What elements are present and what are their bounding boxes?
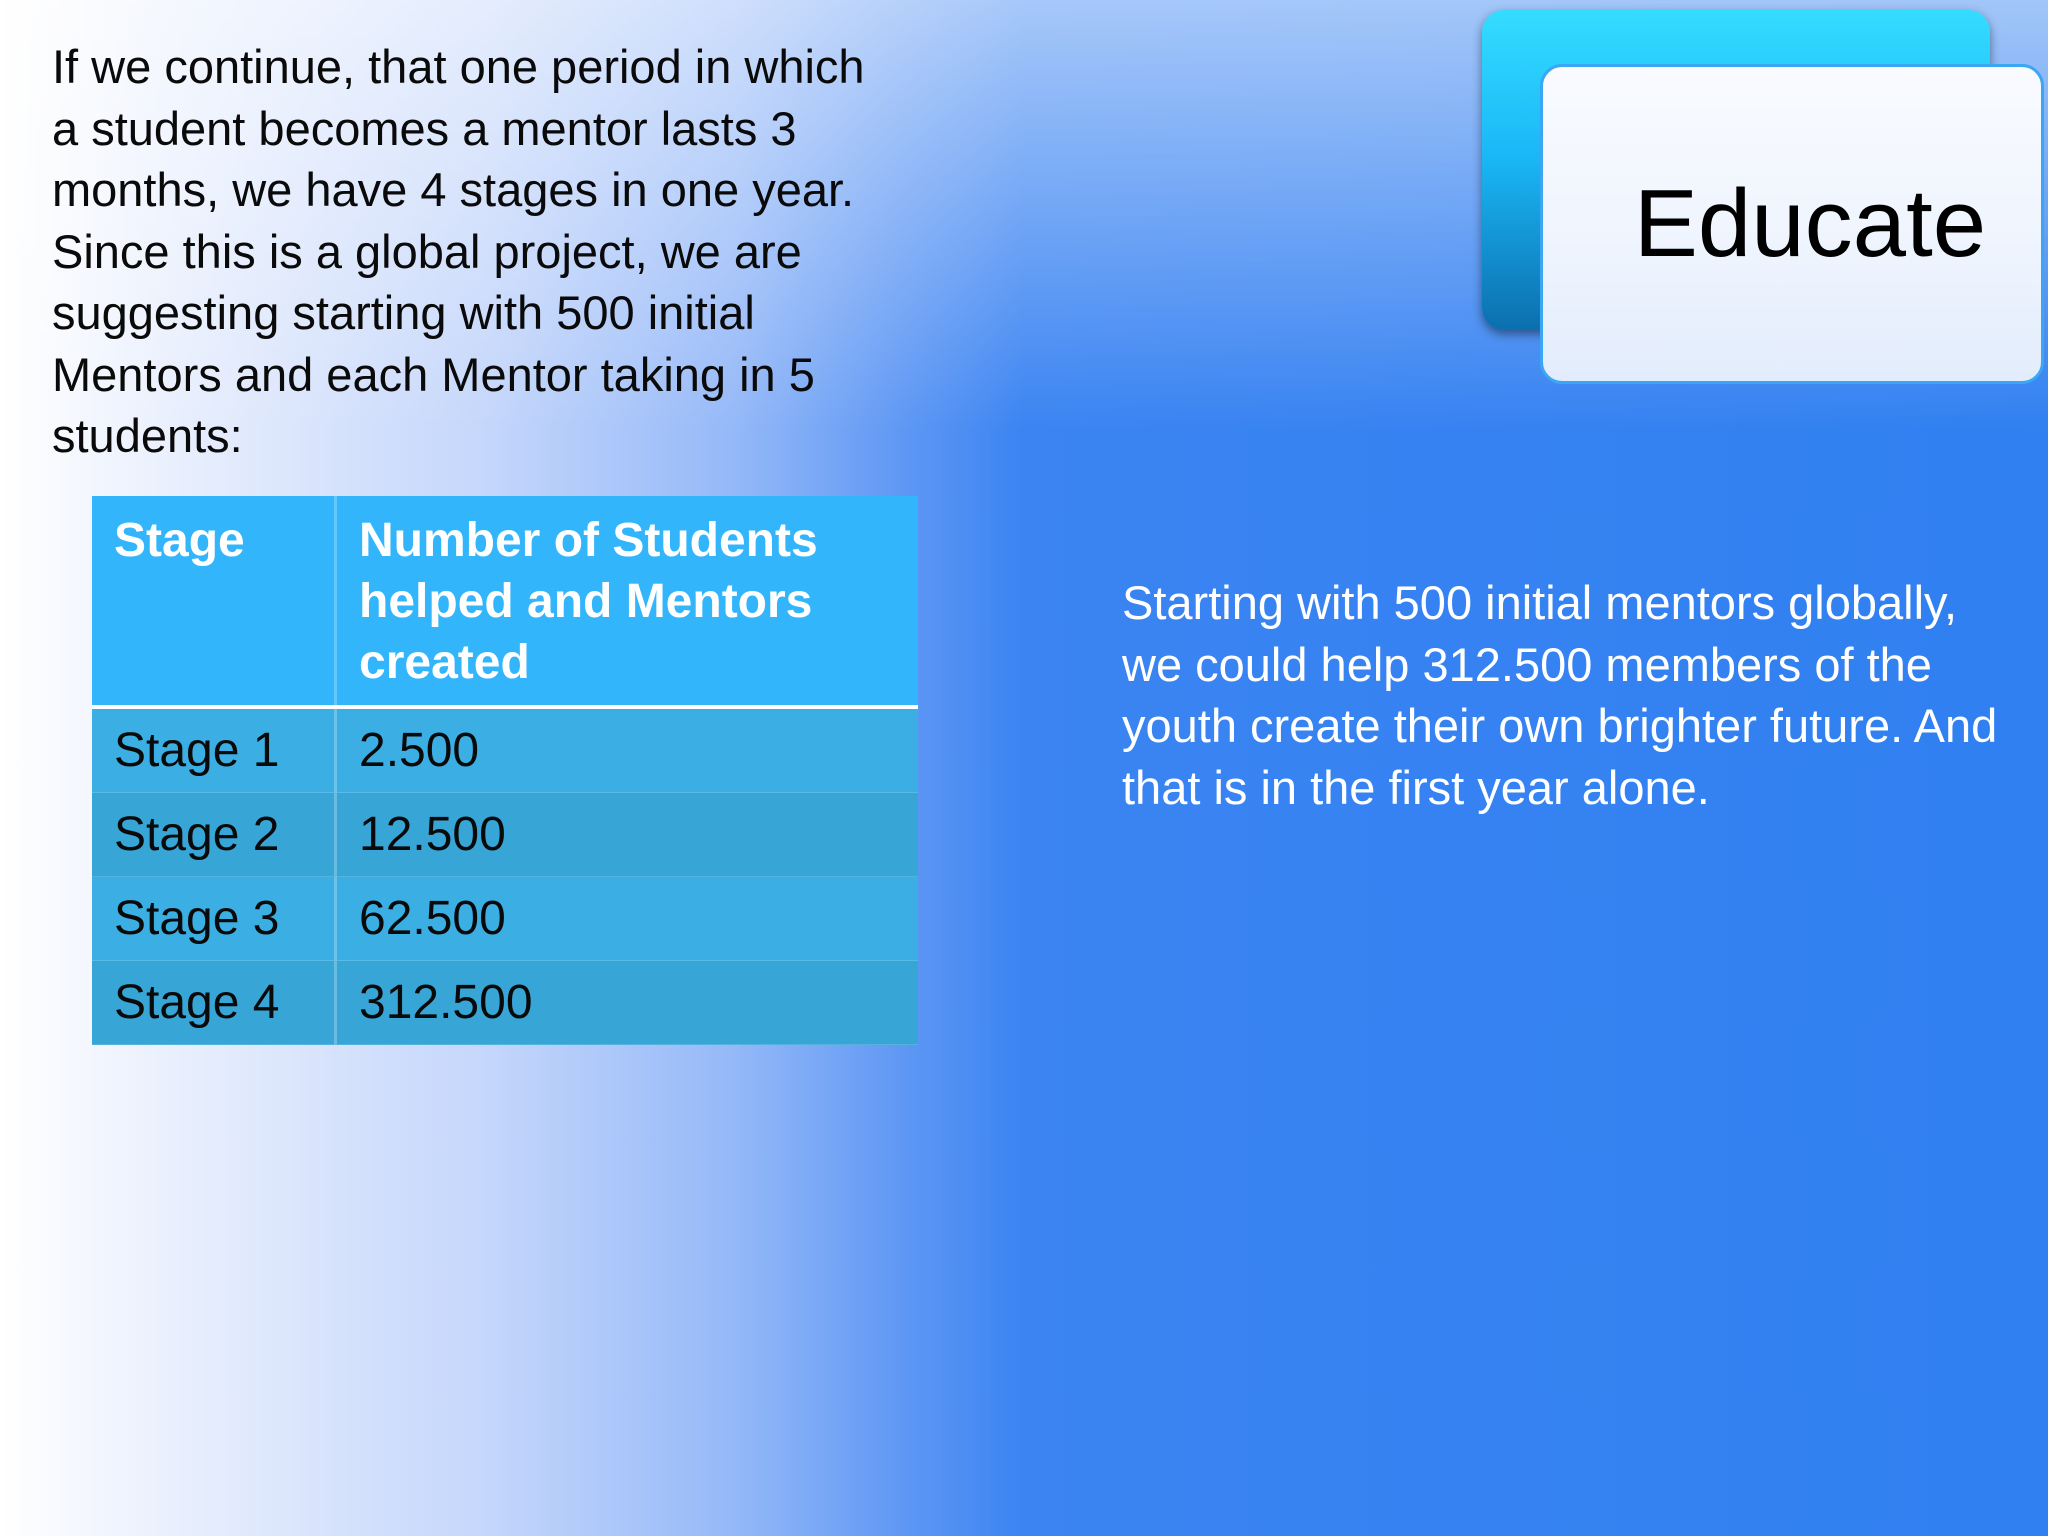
stage-cell: Stage 3	[92, 877, 336, 961]
table-row	[92, 877, 918, 961]
header-stage: Stage	[92, 496, 336, 707]
stage-cell: Stage 2	[92, 793, 336, 877]
table-row	[92, 707, 918, 793]
count-cell: 62.500	[336, 877, 919, 961]
intro-paragraph: If we continue, that one period in which a student becomes a mentor lasts 3 months, we have 4 stages in one year. Since this is a global project, we are suggesting starting with 500 initial Mentors and each Mentor taking in 5 students:	[52, 40, 865, 462]
count-cell: 12.500	[336, 793, 919, 877]
count-cell: 312.500	[336, 961, 919, 1045]
table-row	[92, 793, 918, 877]
stage-cell: Stage 4	[92, 961, 336, 1045]
stages-table	[92, 496, 918, 1045]
table-row	[92, 961, 918, 1045]
header-count: Number of Students helped and Mentors created	[336, 496, 919, 707]
count-cell: 2.500	[336, 707, 919, 793]
slide-title: Educate	[1633, 170, 1987, 277]
table-header-row	[92, 496, 918, 707]
summary-paragraph: Starting with 500 initial mentors globally, we could help 312.500 members of the youth create their own brighter future. And that is in the first year alone.	[1122, 576, 1998, 814]
stage-cell: Stage 1	[92, 707, 336, 793]
